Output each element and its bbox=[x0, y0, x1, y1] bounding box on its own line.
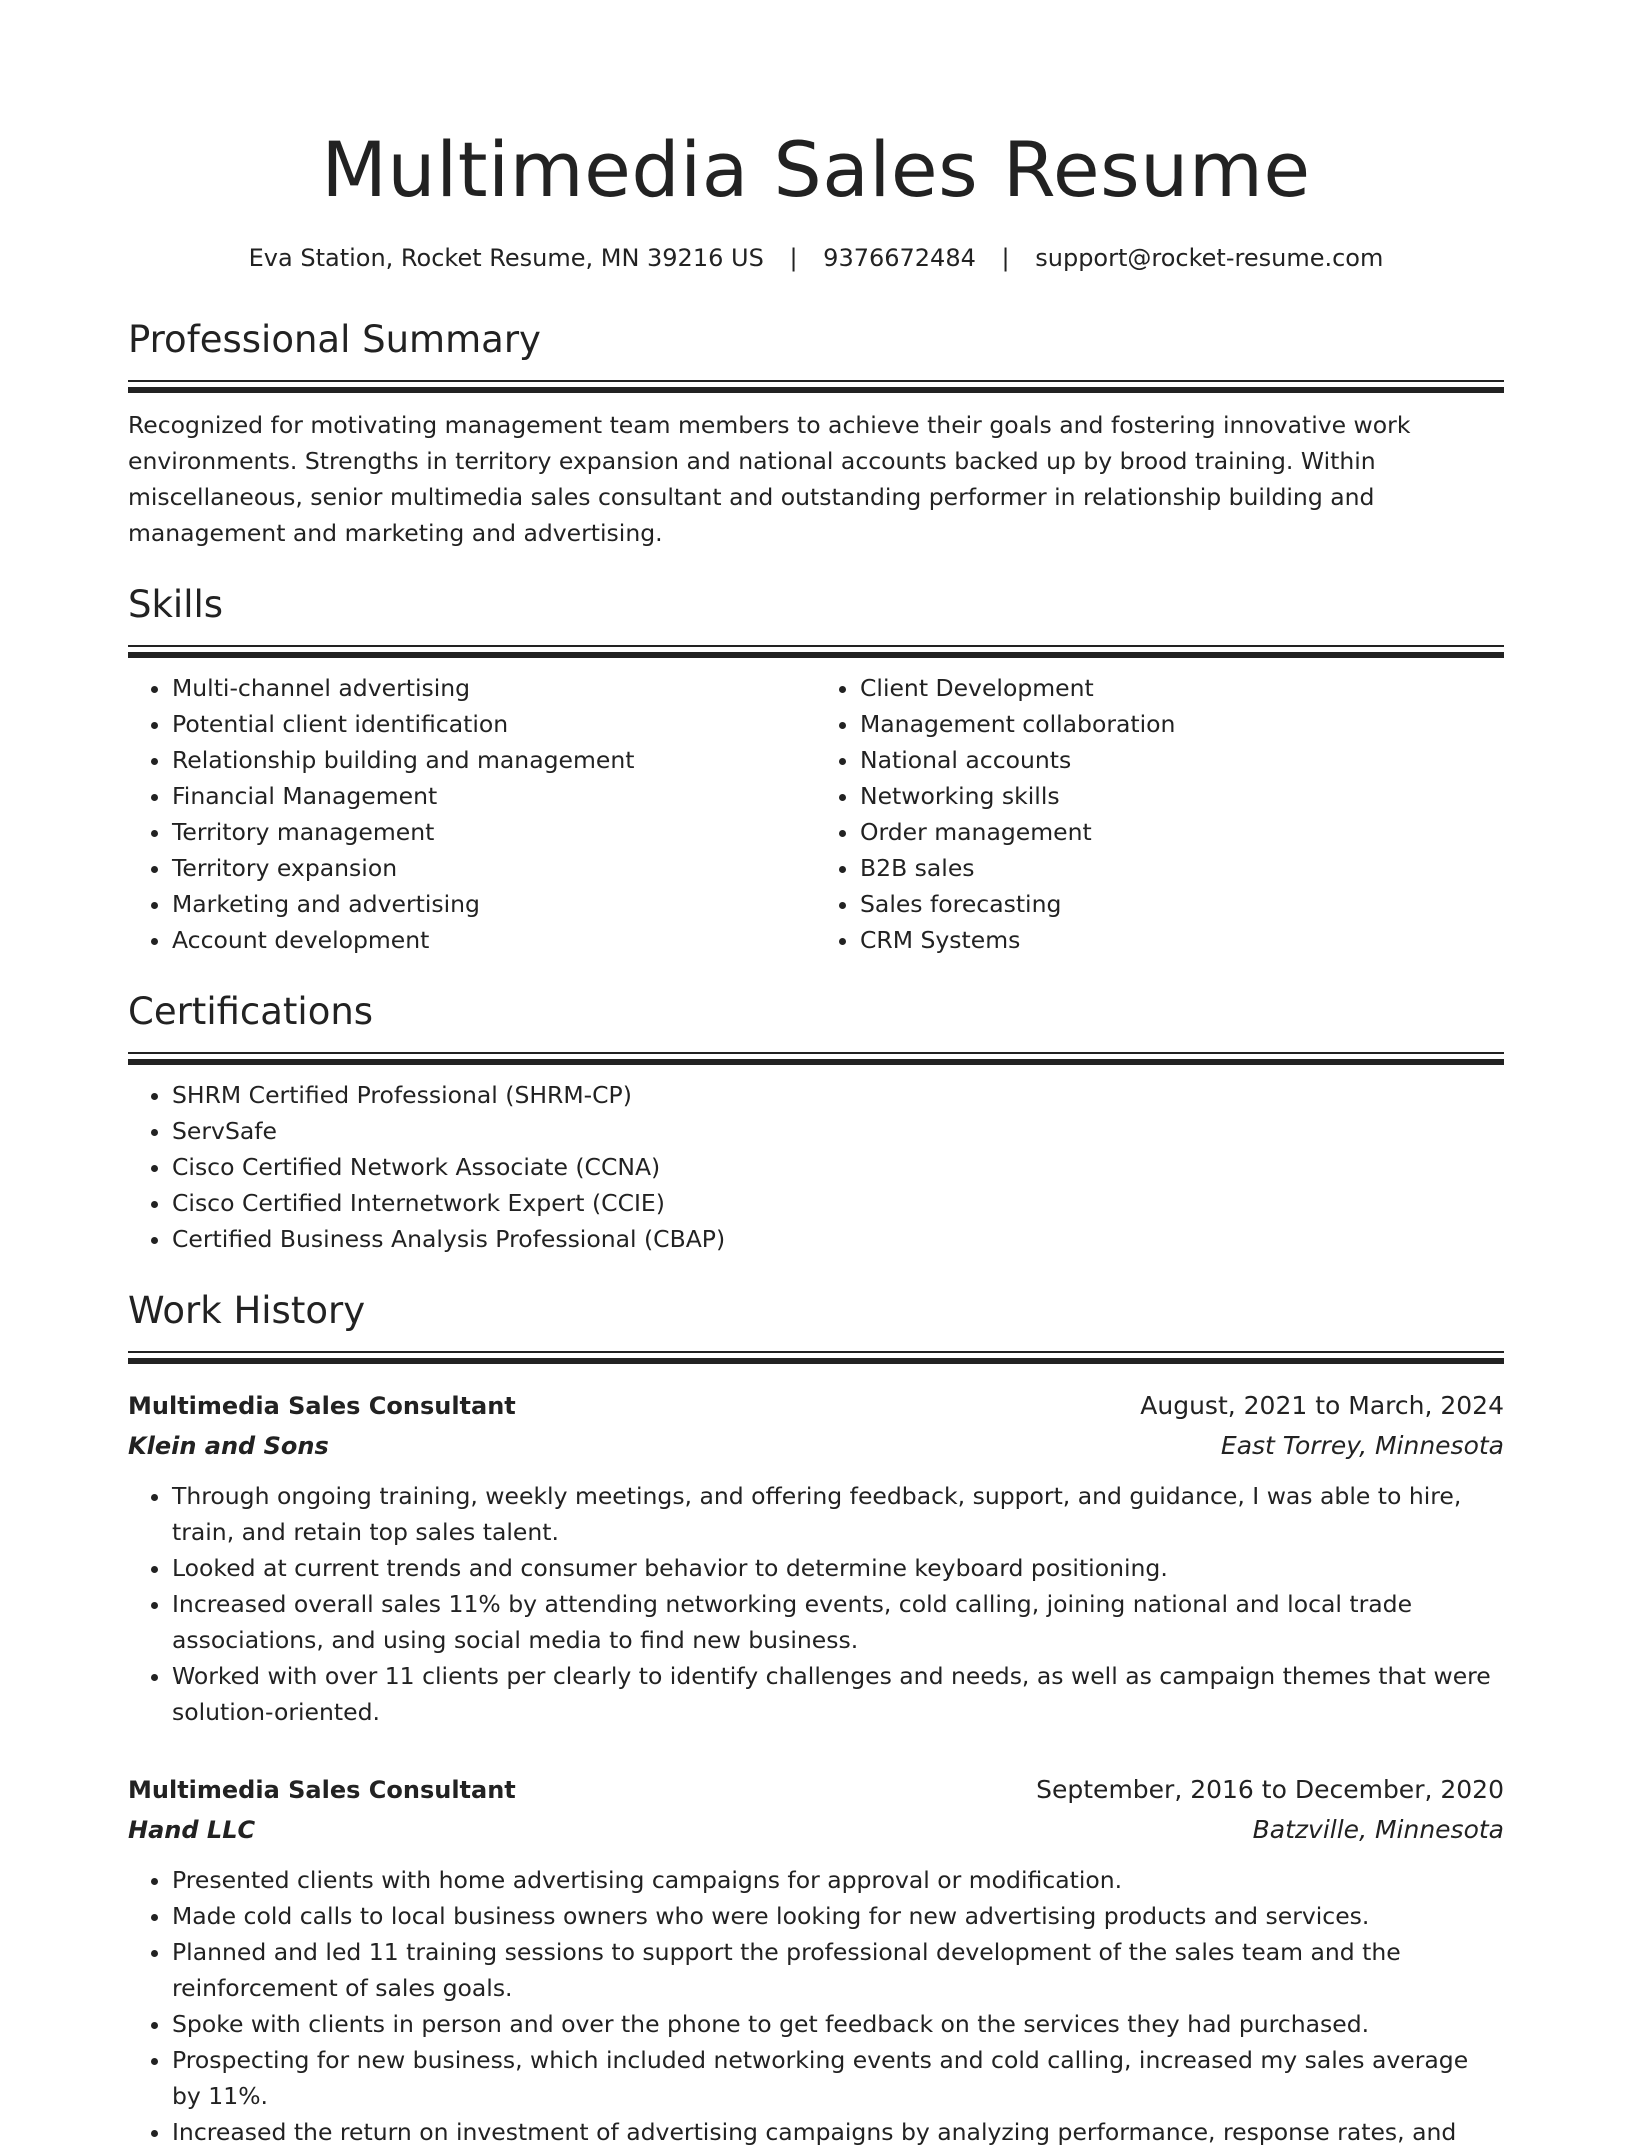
contact-phone: 9376672484 bbox=[823, 244, 976, 272]
job-company: Hand LLC bbox=[128, 1816, 256, 1844]
job-bullet: • Spoke with clients in person and over the phone to get feedback on the services they had purchased. bbox=[172, 2006, 1504, 2042]
section-heading: Skills bbox=[128, 583, 224, 626]
skill-item: • Order management bbox=[860, 814, 1504, 850]
skill-item: • Financial Management bbox=[172, 778, 816, 814]
job-bullet: • Presented clients with home advertising campaigns for approval or modification. bbox=[172, 1862, 1504, 1898]
skill-item: • Territory expansion bbox=[172, 850, 816, 886]
job-title: Multimedia Sales Consultant bbox=[128, 1392, 516, 1420]
job-bullet: • Looked at current trends and consumer behavior to determine keyboard positioning. bbox=[172, 1550, 1504, 1586]
skill-item: • Sales forecasting bbox=[860, 886, 1504, 922]
job-title: Multimedia Sales Consultant bbox=[128, 1776, 516, 1804]
contact-separator: | bbox=[789, 244, 798, 272]
job-bullet: • Planned and led 11 training sessions to support the professional development of the sales team and the reinforcement of sales goals. bbox=[172, 1934, 1504, 2006]
skill-item: • B2B sales bbox=[860, 850, 1504, 886]
section-divider bbox=[128, 387, 1504, 393]
contact-separator: | bbox=[1001, 244, 1010, 272]
job-bullet: • Increased the return on investment of advertising campaigns by analyzing performance, response rates, and bbox=[172, 2114, 1504, 2150]
section-heading: Certifications bbox=[128, 990, 374, 1033]
certification-item: • Cisco Certified Network Associate (CCNA) bbox=[172, 1149, 1504, 1185]
job-dates: September, 2016 to December, 2020 bbox=[1036, 1775, 1504, 1804]
job-subheader bbox=[128, 1810, 1504, 1850]
section-divider bbox=[128, 1351, 1504, 1353]
skills-column-left bbox=[128, 670, 816, 958]
job-bullet: • Increased overall sales 11% by attending networking events, cold calling, joining national and local trade associations, and using social media to find new business. bbox=[172, 1586, 1504, 1658]
skills-columns bbox=[128, 670, 1504, 958]
skills-column-right bbox=[816, 670, 1504, 958]
job-header bbox=[128, 1770, 1504, 1810]
job-bullet: • Prospecting for new business, which included networking events and cold calling, increased my sales average by 11%. bbox=[172, 2042, 1504, 2114]
certification-item: • SHRM Certified Professional (SHRM-CP) bbox=[172, 1077, 1504, 1113]
skill-item: • Marketing and advertising bbox=[172, 886, 816, 922]
section-divider bbox=[128, 1052, 1504, 1054]
contact-email[interactable]: support@rocket-resume.com bbox=[1035, 244, 1384, 272]
skill-item: • National accounts bbox=[860, 742, 1504, 778]
job-entry bbox=[128, 1770, 1504, 2150]
section-heading: Professional Summary bbox=[128, 318, 541, 361]
skill-item: • Territory management bbox=[172, 814, 816, 850]
section-heading: Work History bbox=[128, 1289, 366, 1332]
job-dates: August, 2021 to March, 2024 bbox=[1140, 1391, 1504, 1420]
job-subheader bbox=[128, 1426, 1504, 1466]
summary-text: Recognized for motivating management team members to achieve their goals and fostering innovative work environments. Strengths in territory expansion and national accounts backed up by brood training. Within miscellaneous, senior multimedia sales consultant and outstanding performer in relationship building and management and marketing and advertising. bbox=[128, 411, 1411, 547]
contact-address: Eva Station, Rocket Resume, MN 39216 US bbox=[248, 244, 764, 272]
certifications-section bbox=[128, 988, 1504, 1257]
job-bullets bbox=[128, 1862, 1504, 2150]
skill-item: • Relationship building and management bbox=[172, 742, 816, 778]
job-header bbox=[128, 1386, 1504, 1426]
section-divider bbox=[128, 652, 1504, 658]
skill-item: • Multi-channel advertising bbox=[172, 670, 816, 706]
section-divider bbox=[128, 1059, 1504, 1065]
skill-item: • Client Development bbox=[860, 670, 1504, 706]
section-divider bbox=[128, 1358, 1504, 1364]
job-location: Batzville, Minnesota bbox=[1252, 1815, 1504, 1844]
skill-item: • CRM Systems bbox=[860, 922, 1504, 958]
skills-list bbox=[816, 670, 1504, 958]
section-divider bbox=[128, 645, 1504, 647]
job-entry bbox=[128, 1386, 1504, 1730]
section-divider bbox=[128, 380, 1504, 382]
skill-item: • Account development bbox=[172, 922, 816, 958]
skill-item: • Management collaboration bbox=[860, 706, 1504, 742]
job-bullet: • Made cold calls to local business owners who were looking for new advertising products and services. bbox=[172, 1898, 1504, 1934]
work-history-section bbox=[128, 1287, 1504, 2150]
skill-item: • Networking skills bbox=[860, 778, 1504, 814]
certifications-list bbox=[128, 1077, 1504, 1257]
skills-list bbox=[128, 670, 816, 958]
skill-item: • Potential client identification bbox=[172, 706, 816, 742]
resume-title: Multimedia Sales Resume bbox=[321, 125, 1311, 214]
job-company: Klein and Sons bbox=[128, 1432, 329, 1460]
certification-item: • Cisco Certified Internetwork Expert (CCIE) bbox=[172, 1185, 1504, 1221]
contact-line bbox=[128, 242, 1504, 274]
certification-item: • ServSafe bbox=[172, 1113, 1504, 1149]
job-bullets bbox=[128, 1478, 1504, 1730]
job-bullet: • Through ongoing training, weekly meetings, and offering feedback, support, and guidance, I was able to hire, train, and retain top sales talent. bbox=[172, 1478, 1504, 1550]
summary-section bbox=[128, 316, 1504, 551]
skills-section bbox=[128, 581, 1504, 958]
job-bullet: • Worked with over 11 clients per clearly to identify challenges and needs, as well as campaign themes that were solution-oriented. bbox=[172, 1658, 1504, 1730]
job-location: East Torrey, Minnesota bbox=[1220, 1431, 1504, 1460]
certification-item: • Certified Business Analysis Professional (CBAP) bbox=[172, 1221, 1504, 1257]
